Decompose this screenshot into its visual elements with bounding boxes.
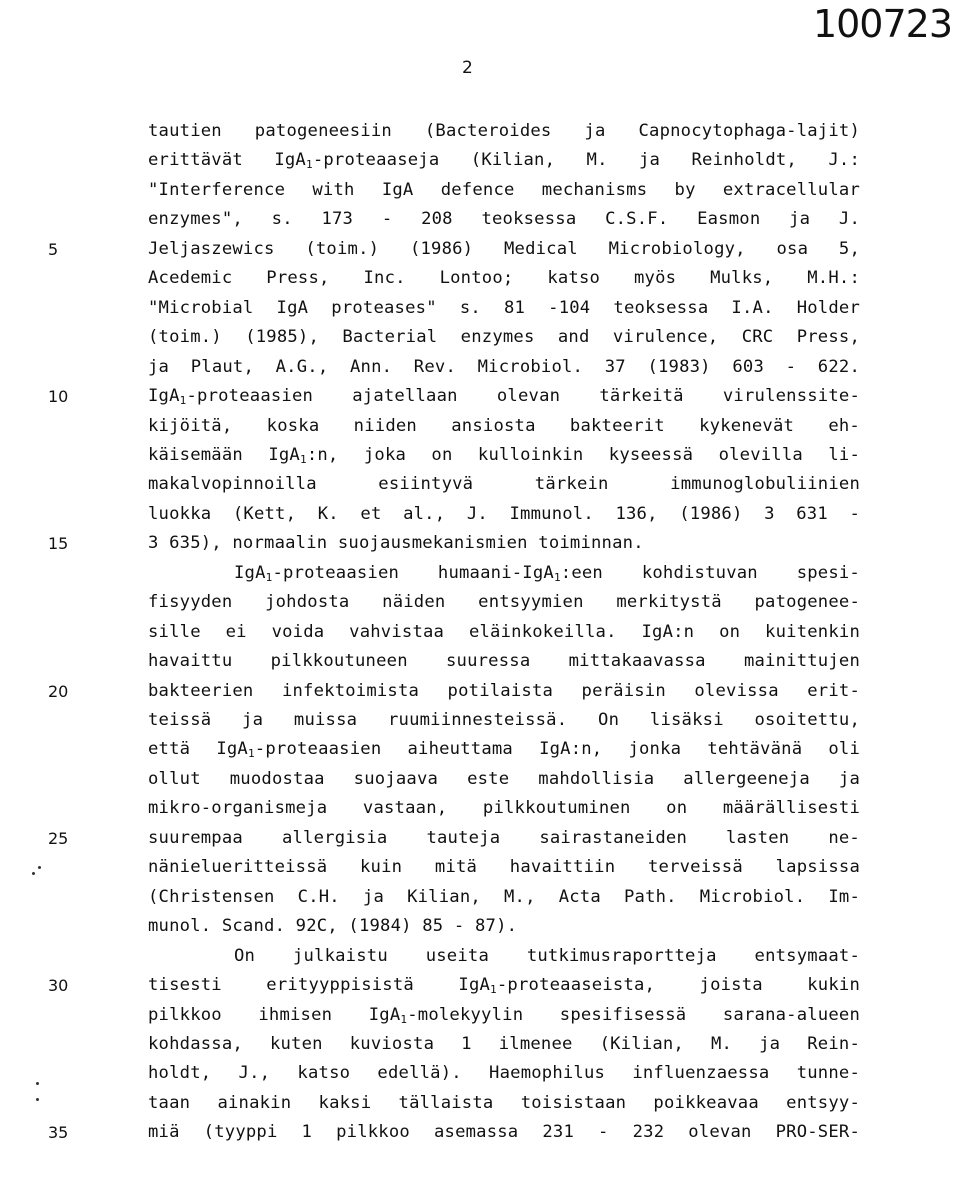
speck-mark: [36, 1098, 39, 1101]
text-line: bakteerien infektoimista potilaista peräisin olevissa erit-: [148, 680, 860, 701]
margin-line-number: 25: [48, 828, 69, 848]
speck-mark: [38, 866, 41, 869]
text-line: käisemään IgA$_1$:n, joka on kulloinkin kyseessä olevilla li-: [148, 444, 860, 466]
text-line: (Christensen C.H. ja Kilian, M., Acta Path. Microbiol. Im-: [148, 886, 860, 907]
text-line: mikro-organismeja vastaan, pilkkoutuminen on määrällisesti: [148, 798, 860, 819]
margin-line-number: 15: [48, 534, 69, 554]
text-line: On julkaistu useita tutkimusraportteja entsymaat-: [234, 945, 860, 966]
speck-mark: [36, 1082, 39, 1085]
margin-line-number: 20: [48, 681, 69, 701]
text-line: makalvopinnoilla esiintyvä tärkein immunoglobuliinien: [148, 474, 860, 495]
text-line: kohdassa, kuten kuviosta 1 ilmenee (Kilian, M. ja Rein-: [148, 1033, 860, 1054]
text-line: ollut muodostaa suojaava este mahdollisia allergeeneja ja: [148, 768, 860, 789]
text-line: teissä ja muissa ruumiinnesteissä. On lisäksi osoitettu,: [148, 710, 860, 730]
text-line: nänielueritteissä kuin mitä havaittiin terveissä lapsissa: [148, 857, 860, 878]
text-line: suurempaa allergisia tauteja sairastaneiden lasten ne-: [148, 827, 860, 848]
text-line: luokka (Kett, K. et al., J. Immunol. 136, (1986) 3 631 -: [148, 503, 860, 524]
text-line: enzymes", s. 173 - 208 teoksessa C.S.F. Easmon ja J.: [148, 209, 860, 230]
text-line: pilkkoo ihmisen IgA$_1$-molekyylin spesifisessä sarana-alueen: [148, 1004, 860, 1026]
text-line: holdt, J., katso edellä). Haemophilus influenzaessa tunne-: [148, 1063, 860, 1084]
page-number: 2: [462, 58, 473, 78]
text-line: ja Plaut, A.G., Ann. Rev. Microbiol. 37 (1983) 603 - 622.: [148, 356, 860, 377]
text-line: taan ainakin kaksi tällaista toisistaan poikkeavaa entsyy-: [148, 1092, 860, 1113]
text-line: tautien patogeneesiin (Bacteroides ja Capnocytophaga-lajit): [148, 121, 860, 141]
text-line: IgA$_1$-proteaasien ajatellaan olevan tärkeitä virulenssite-: [148, 386, 860, 408]
text-line: Jeljaszewics (toim.) (1986) Medical Microbiology, osa 5,: [148, 238, 860, 259]
text-line: tisesti erityyppisistä IgA$_1$-proteaaseista, joista kukin: [148, 975, 860, 997]
text-line: fisyyden johdosta näiden entsyymien merkitystä patogenee-: [148, 592, 860, 613]
text-line: munol. Scand. 92C, (1984) 85 - 87).: [148, 916, 518, 937]
text-line: erittävät IgA$_1$-proteaaseja (Kilian, M. ja Reinholdt, J.:: [148, 150, 860, 172]
text-line: (toim.) (1985), Bacterial enzymes and virulence, CRC Press,: [148, 327, 860, 348]
text-line: "Microbial IgA proteases" s. 81 -104 teoksessa I.A. Holder: [148, 297, 860, 318]
margin-line-number: 30: [48, 976, 69, 996]
text-line: IgA$_1$-proteaasien humaani-IgA$_1$:een kohdistuvan spesi-: [234, 562, 860, 584]
text-line: kijöitä, koska niiden ansiosta bakteerit kykenevät eh-: [148, 415, 860, 436]
speck-mark: [32, 872, 35, 875]
text-line: 3 635), normaalin suojausmekanismien toiminnan.: [148, 533, 644, 554]
margin-line-number: 35: [48, 1123, 69, 1143]
document-number: 100723: [812, 2, 952, 46]
text-line: että IgA$_1$-proteaasien aiheuttama IgA:n, jonka tehtävänä oli: [148, 739, 860, 761]
text-line: "Interference with IgA defence mechanisms by extracellular: [148, 179, 860, 200]
text-line: miä (tyyppi 1 pilkkoo asemassa 231 - 232 olevan PRO-SER-: [148, 1122, 860, 1143]
text-line: sille ei voida vahvistaa eläinkokeilla. IgA:n on kuitenkin: [148, 621, 860, 642]
text-line: Acedemic Press, Inc. Lontoo; katso myös Mulks, M.H.:: [148, 268, 860, 289]
text-line: havaittu pilkkoutuneen suuressa mittakaavassa mainittujen: [148, 651, 860, 672]
margin-line-number: 10: [48, 387, 69, 407]
margin-line-number: 5: [48, 239, 59, 259]
